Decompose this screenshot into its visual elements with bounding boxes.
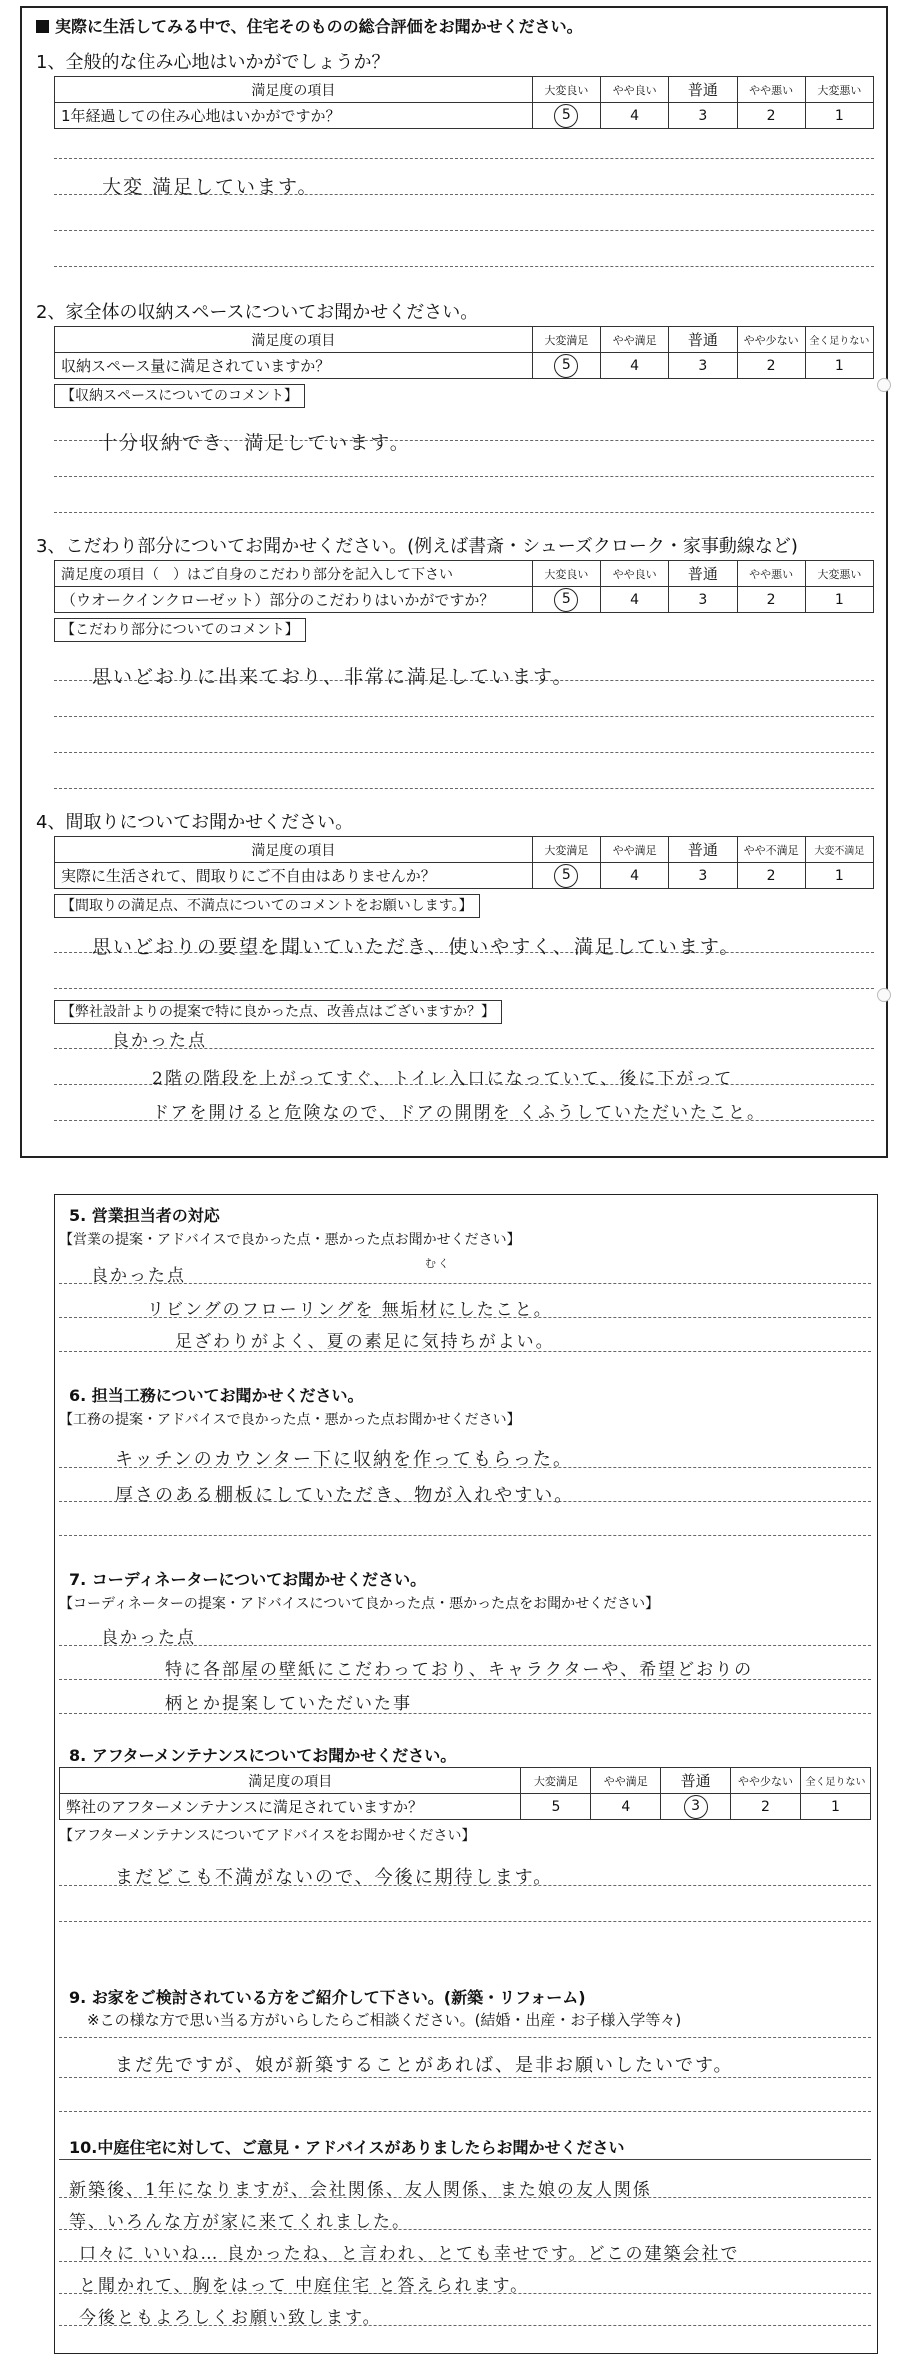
scale-label: 普通 — [669, 327, 737, 353]
rating-option-3[interactable]: 3 — [669, 353, 737, 379]
section-6-title: 6. 担当工務についてお聞かせください。 — [69, 1386, 364, 1405]
dashed-rule — [59, 2111, 871, 2112]
rating-option-1[interactable]: 1 — [805, 103, 873, 129]
section-1-title: 1、全般的な住み心地はいかがでしょうか？ — [36, 52, 390, 73]
section-1-rating-table — [54, 76, 874, 129]
handwritten-answer-line: キッチンのカウンター下に収納を作ってもらった。 — [115, 1449, 574, 1470]
header-label: 満足度の項目 — [55, 327, 533, 353]
dashed-rule — [54, 788, 874, 789]
rating-option-2[interactable]: 2 — [737, 103, 805, 129]
dashed-rule — [54, 512, 874, 513]
survey-page-2 — [54, 1194, 878, 2354]
handwritten-answer-line: 良かった点 — [101, 1628, 196, 1648]
rating-option-4[interactable]: 4 — [591, 1794, 661, 1820]
binder-hole — [877, 378, 891, 392]
handwritten-answer: 思いどおりの要望を聞いていただき、使いやすく、満足しています。 — [92, 936, 741, 958]
section-8-label: 【アフターメンテナンスについてアドバイスをお聞かせください】 — [59, 1825, 482, 1847]
handwritten-answer-line: 良かった点 — [112, 1031, 207, 1051]
proposal-label: 【弊社設計よりの提案で特に良かった点、改善点はございますか？】 — [54, 1000, 502, 1024]
section-5-label: 【営業の提案・アドバイスで良かった点・悪かった点お聞かせください】 — [59, 1229, 527, 1251]
handwritten-answer-line: 厚さのある棚板にしていただき、物が入れやすい。 — [115, 1485, 575, 1506]
rating-option-3[interactable]: 3 — [669, 103, 737, 129]
scale-label: 全く足りない — [800, 1768, 870, 1794]
rating-option-1[interactable]: 1 — [805, 587, 873, 613]
handwritten-answer: 十分収納でき、満足しています。 — [98, 432, 411, 454]
dashed-rule — [59, 1921, 871, 1922]
scale-label: 大変良い — [532, 77, 600, 103]
section-4-rating-table — [54, 836, 874, 889]
handwritten-answer-line: と聞かれて、胸をはって 中庭住宅 と答えられます。 — [79, 2276, 530, 2296]
handwritten-ruby: むく — [425, 1257, 451, 1270]
section-3-title: 3、こだわり部分についてお聞かせください。(例えば書斎・シューズクローク・家事動線など) — [36, 536, 798, 557]
scale-label: 大変満足 — [532, 837, 600, 863]
rating-option-1[interactable]: 1 — [805, 863, 873, 889]
scale-label: 大変満足 — [532, 327, 600, 353]
section-8-rating-table — [59, 1767, 871, 1820]
scale-label: やや悪い — [737, 561, 805, 587]
handwritten-answer: まだ先ですが、娘が新築することがあれば、是非お願いしたいです。 — [115, 2055, 734, 2076]
rating-option-4[interactable]: 4 — [601, 103, 669, 129]
selected-circle-mark: 5 — [554, 104, 578, 128]
dashed-rule — [54, 476, 874, 477]
section-6-label: 【工務の提案・アドバイスで良かった点・悪かった点お聞かせください】 — [59, 1409, 527, 1431]
scale-label: 大変満足 — [521, 1768, 591, 1794]
solid-rule — [59, 2159, 871, 2160]
section-7-title: 7. コーディネーターについてお聞かせください。 — [69, 1570, 427, 1589]
scale-label: やや少ない — [731, 1768, 801, 1794]
scale-label: 大変悪い — [805, 561, 873, 587]
rating-option-3[interactable]: 3 — [669, 863, 737, 889]
comment-label: 【こだわり部分についてのコメント】 — [54, 618, 306, 642]
scale-label: やや満足 — [591, 1768, 661, 1794]
dashed-rule — [54, 988, 874, 989]
square-bullet-icon — [36, 20, 49, 33]
scale-label: やや悪い — [737, 77, 805, 103]
header-label: 満足度の項目 — [55, 77, 533, 103]
selected-circle-mark: 5 — [554, 354, 578, 378]
scale-label: 普通 — [669, 561, 737, 587]
section-7-label: 【コーディネーターの提案・アドバイスについて良かった点・悪かった点をお聞かせください】 — [59, 1593, 665, 1615]
dashed-rule — [54, 266, 874, 267]
handwritten-answer-line: 等、いろんな方が家に来てくれました。 — [69, 2212, 411, 2232]
handwritten-answer-line: リビングのフローリングを 無垢材にしたこと。 — [147, 1300, 553, 1320]
scale-label: やや不満足 — [737, 837, 805, 863]
section-10-title: 10.中庭住宅に対して、ご意見・アドバイスがありましたらお聞かせください — [69, 2138, 625, 2157]
scale-label: やや良い — [601, 77, 669, 103]
section-2-title: 2、家全体の収納スペースについてお聞かせください。 — [36, 302, 479, 323]
scale-label: 普通 — [669, 837, 737, 863]
handwritten-answer-line: 2階の階段を上がってすぐ、トイレ入口になっていて、後に下がって — [152, 1069, 734, 1089]
rating-option-1[interactable]: 1 — [800, 1794, 870, 1820]
rating-option-3[interactable] — [661, 1794, 731, 1820]
survey-page-1 — [20, 6, 888, 1158]
scale-label: 大変不満足 — [805, 837, 873, 863]
comment-label: 【収納スペースについてのコメント】 — [54, 384, 305, 408]
section-9-title: 9. お家をご検討されている方をご紹介して下さい。(新築・リフォーム) — [69, 1988, 586, 2007]
rating-option-2[interactable]: 2 — [731, 1794, 801, 1820]
section-4-title: 4、間取りについてお聞かせください。 — [36, 812, 354, 833]
rating-option-5[interactable] — [532, 103, 600, 129]
question: 収納スペース量に満足されていますか？ — [55, 353, 533, 379]
rating-option-2[interactable]: 2 — [737, 353, 805, 379]
dashed-rule — [54, 158, 874, 159]
dashed-rule — [59, 2037, 871, 2038]
dashed-rule — [59, 1535, 871, 1536]
rating-option-4[interactable]: 4 — [601, 587, 669, 613]
scale-label: やや少ない — [737, 327, 805, 353]
handwritten-answer-line: ドアを開けると危険なので、ドアの開閉を くふうしていただいたこと。 — [152, 1103, 767, 1123]
handwritten-answer: 思いどおりに出来ており、非常に満足しています。 — [92, 666, 574, 688]
rating-option-5[interactable] — [532, 863, 600, 889]
scale-label: やや満足 — [601, 837, 669, 863]
header-label: 満足度の項目 — [55, 837, 533, 863]
scale-label: 全く足りない — [805, 327, 873, 353]
scale-label: やや満足 — [601, 327, 669, 353]
handwritten-answer-line: 新築後、1年になりますが、会社関係、友人関係、また娘の友人関係 — [69, 2180, 652, 2200]
dashed-rule — [54, 752, 874, 753]
section-3-rating-table — [54, 560, 874, 613]
dashed-rule — [54, 716, 874, 717]
handwritten-answer-line: 今後ともよろしくお願い致します。 — [79, 2308, 382, 2328]
rating-option-2[interactable]: 2 — [737, 587, 805, 613]
rating-option-5[interactable] — [532, 587, 600, 613]
rating-option-5[interactable] — [532, 353, 600, 379]
binder-hole — [877, 988, 891, 1002]
handwritten-answer: まだどこも不満がないので、今後に期待します。 — [115, 1867, 554, 1888]
rating-option-3[interactable]: 3 — [669, 587, 737, 613]
section-9-note: ※この様な方で思い当る方がいらしたらご相談ください。(結婚・出産・お子様入学等々) — [87, 2011, 682, 2029]
question: （ウオークインクローゼット）部分のこだわりはいかがですか？ — [55, 587, 533, 613]
handwritten-answer-line: 特に各部屋の壁紙にこだわっており、キャラクターや、希望どおりの — [165, 1660, 754, 1680]
scale-label: 大変良い — [532, 561, 600, 587]
page-heading: 実際に生活してみる中で、住宅そのものの総合評価をお聞かせください。 — [36, 14, 583, 37]
section-5-title: 5. 営業担当者の対応 — [69, 1206, 220, 1225]
dashed-rule — [59, 2077, 871, 2078]
rating-option-4[interactable]: 4 — [601, 353, 669, 379]
rating-option-4[interactable]: 4 — [601, 863, 669, 889]
handwritten-answer: 大変 満足しています。 — [102, 176, 319, 198]
handwritten-answer-line: 足ざわりがよく、夏の素足に気持ちがよい。 — [175, 1332, 555, 1352]
scale-label: 普通 — [669, 77, 737, 103]
section-2-rating-table — [54, 326, 874, 379]
rating-option-1[interactable]: 1 — [805, 353, 873, 379]
selected-circle-mark: 5 — [554, 588, 578, 612]
question: 実際に生活されて、間取りにご不自由はありませんか？ — [55, 863, 533, 889]
handwritten-answer-line: 柄とか提案していただいた事 — [165, 1694, 412, 1714]
handwritten-answer-line: 良かった点 — [91, 1266, 186, 1286]
header-label: 満足度の項目 — [60, 1768, 521, 1794]
header-label: 満足度の項目（ ）はご自身のこだわり部分を記入して下さい — [55, 561, 533, 587]
dashed-rule — [54, 230, 874, 231]
question: 1年経過しての住み心地はいかがですか？ — [55, 103, 533, 129]
scale-label: 普通 — [661, 1768, 731, 1794]
section-8-title: 8. アフターメンテナンスについてお聞かせください。 — [69, 1746, 457, 1765]
scale-label: 大変悪い — [805, 77, 873, 103]
selected-circle-mark: 3 — [684, 1795, 708, 1819]
handwritten-answer-line: 口々に いいね… 良かったね、と言われ、とても幸せです。どこの建築会社で — [79, 2244, 740, 2264]
rating-option-5[interactable]: 5 — [521, 1794, 591, 1820]
scale-label: やや良い — [601, 561, 669, 587]
question: 弊社のアフターメンテナンスに満足されていますか？ — [60, 1794, 521, 1820]
comment-label: 【間取りの満足点、不満点についてのコメントをお願いします。】 — [54, 894, 480, 918]
rating-option-2[interactable]: 2 — [737, 863, 805, 889]
selected-circle-mark: 5 — [554, 864, 578, 888]
